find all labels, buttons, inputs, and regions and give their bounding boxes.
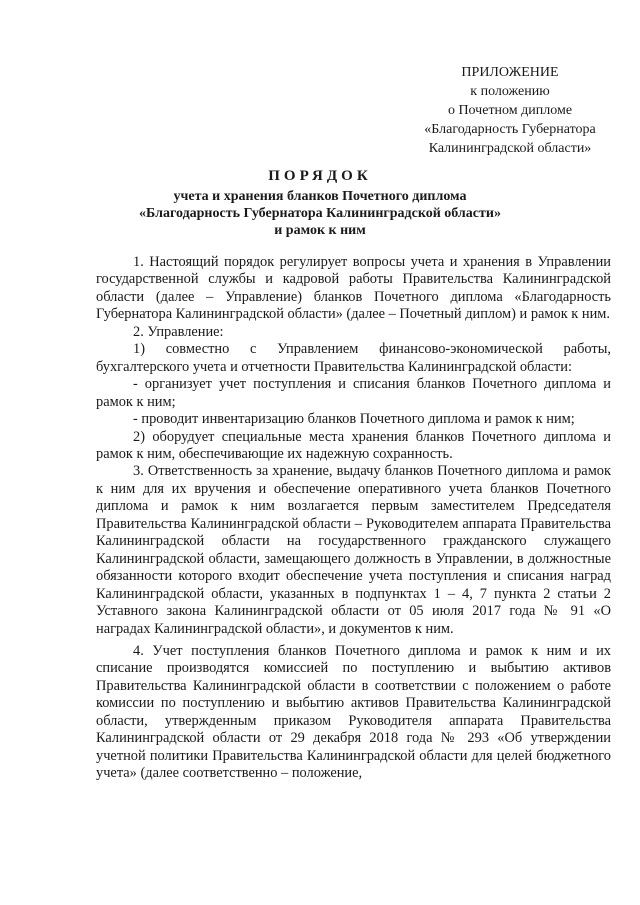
- title-line-2: «Благодарность Губернатора Калининградской области»: [139, 206, 501, 221]
- paragraph-2-1-a: - организует учет поступления и списания бланков Почетного диплома и рамок к ним;: [96, 376, 611, 410]
- paragraph-2-1-b: - проводит инвентаризацию бланков Почетного диплома и рамок к ним;: [133, 411, 575, 428]
- paragraph-1: 1. Настоящий порядок регулирует вопросы учета и хранения в Управлении государственной службы и кадровой работы Правительства Калининградской области (далее – Управление) бланков Почетного диплома «Благодарность Губернатора Калининградской области» (далее – Почетный диплом) и рамок к ним.: [96, 254, 611, 323]
- paragraph-2-2: 2) оборудует специальные места хранения бланков Почетного диплома и рамок к ним, обеспечивающие их надежную сохранность.: [96, 428, 611, 462]
- document-title: [60, 168, 580, 239]
- appendix-line-5: Калининградской области»: [428, 141, 592, 156]
- title-line-3: и рамок к ним: [274, 223, 366, 238]
- paragraph-2-1: 1) совместно с Управлением финансово-экономической работы, бухгалтерского учета и отчетности Правительства Калининградской области:: [96, 341, 611, 375]
- paragraph-4: 4. Учет поступления бланков Почетного диплома и рамок к ним и их списание производятся комиссией по поступлению и выбытию активов Правительства Калининградской области в соответствии с положением о работе комиссии по поступлению и выбытию активов Правительства Калининградской области, утвержденным приказом Руководителя аппарата Правительства Калининградской области от 29 декабря 2018 года № 293 «Об утверждении учетной политики Правительства Калининградской области для целей бюджетного учета» (далее соответственно – положение,: [96, 642, 611, 782]
- paragraph-3: 3. Ответственность за хранение, выдачу бланков Почетного диплома и рамок к ним для их вручения и обеспечение оперативного учета бланков Почетного диплома и рамок к ним возлагается первым заместителем Председателя Правительства Калининградской области – Руководителем аппарата Правительства Калининградской области на государственного гражданского служащего Калининградской области, замещающего должность в Управлении, в должностные обязанности которого входит обеспечение учета поступления и списания наград Калининградской области, указанных в подпунктах 1 – 4, 7 пункта 2 статьи 2 Уставного закона Калининградской области от 05 июля 2017 года № 91 «О наградах Калининградской области», и документов к ним.: [96, 463, 611, 637]
- appendix-label: ПРИЛОЖЕНИЕ: [461, 65, 559, 80]
- appendix-line-3: о Почетном дипломе: [447, 103, 573, 118]
- title-heading: ПОРЯДОК: [268, 168, 372, 184]
- document-body: [96, 254, 611, 783]
- paragraph-2: 2. Управление:: [133, 323, 224, 340]
- appendix-line-4: «Благодарность Губернатора: [424, 122, 596, 137]
- title-line-1: учета и хранения бланков Почетного диплома: [173, 189, 467, 204]
- appendix-line-2: к положению: [470, 84, 550, 99]
- appendix-header: [405, 63, 615, 158]
